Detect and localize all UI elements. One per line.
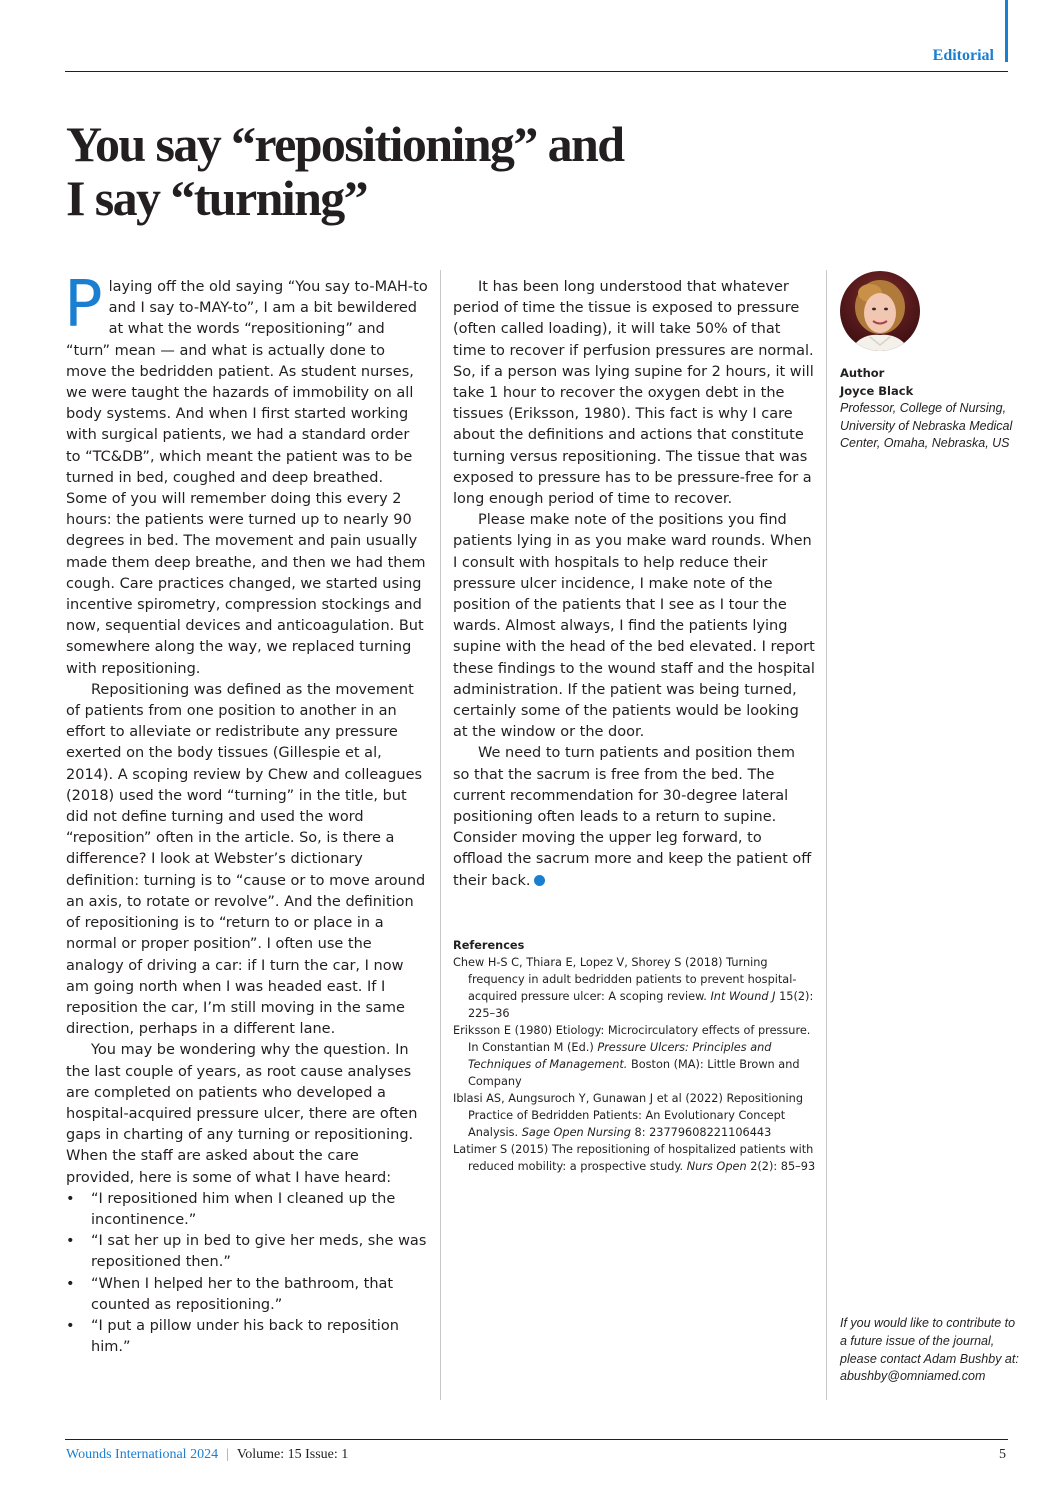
footer-separator: |	[226, 1447, 229, 1462]
header-accent-bar	[1005, 0, 1008, 62]
reference-item: Eriksson E (1980) Etiology: Microcirculatory effects of pressure. In Constantian M (Ed.) Pressure Ulcers: Principles and Techniques of Management. Boston (MA): Little Brown and Company	[453, 1024, 811, 1088]
references-heading: References	[453, 939, 525, 952]
paragraph: Please make note of the positions you find patients lying in as you make ward rounds. When I consult with hospitals to help reduce their pressure ulcer incidence, I make note of the position of the patients that I see as I tour the wards. Almost always, I find the patients lying supine with the head of the bed elevated. I report these findings to the wound staff and the hospital administration. If the patient was being turned, certainly some of the patients would be looking at the window or the door.	[453, 512, 815, 741]
list-item: • “When I helped her to the bathroom, that counted as repositioning.”	[66, 1274, 428, 1316]
footer-rule	[65, 1439, 1008, 1440]
column-divider	[440, 270, 441, 1400]
paragraph: Repositioning was defined as the movement of patients from one position to another in an effort to alleviate or redistribute any pressure exerted on the body tissues (Gillespie et al, 2014). A scoping review by Chew and colleagues (2018) used the word “turning” in the title, but did not define turning and used the word “reposition” often in the article. So, is there a difference? I look at Webster’s dictionary definition: turning is to “cause or to move around an axis, to rotate or revolve”. And the definition of repositioning is to “return to or place in a normal or proper position”. I often use the analogy of driving a car: if I turn the car, I now am going north when I was headed east. If I reposition the car, I’m still moving in the same direction, perhaps in a different lane.	[66, 681, 426, 1038]
column-divider	[826, 270, 827, 1400]
page-number: 5	[999, 1447, 1006, 1462]
references	[453, 937, 818, 1175]
drop-cap: P	[64, 268, 103, 342]
journal-name: Wounds International 2024	[66, 1447, 219, 1462]
title-line-2: I say “turning”	[66, 170, 368, 226]
issue-info: Volume: 15 Issue: 1	[236, 1447, 349, 1462]
header-rule	[65, 71, 1008, 72]
paragraph: You may be wondering why the question. In the last couple of years, as root cause analyses are completed on patients who developed a hospital-acquired pressure ulcer, there are often gaps in charting of any turning or repositioning. When the staff are asked about the care provided, here is some of what I have heard:	[66, 1042, 418, 1186]
paragraph-text: laying off the old saying “You say to-MAH-to and I say to-MAY-to”, I am a bit bewildered at what the words “repositioning” and “turn” mean — and what is actually done to move the bedridden patient. As student nurses, we were taught the hazards of immobility on all body systems. And when I first started working with surgical patients, we had a standard order to “TC&DB”, which meant the patient was to be turned in bed, coughed and deep breathed. Some of you will remember doing this every 2 hours: the patients were turned up to nearly 90 degrees in bed. The movement and pain usually made them deep breathe, and then we had them cough. Care practices changed, we started using incentive spirometry, compression stockings and now, sequential devices and anticoagulation. But somewhere along the way, we replaced turning with repositioning.	[66, 279, 428, 677]
list-item: • “I put a pillow under his back to reposition him.”	[66, 1316, 428, 1358]
author-photo	[840, 271, 920, 351]
list-item: • “I repositioned him when I cleaned up the incontinence.”	[66, 1189, 428, 1231]
author-label: Author	[840, 366, 885, 380]
article-title	[66, 117, 826, 225]
contact-email: abushby@omniamed.com	[840, 1369, 986, 1384]
paragraph	[453, 743, 816, 891]
contribute-note	[840, 1315, 1020, 1386]
reference-item: Iblasi AS, Aungsuroch Y, Gunawan J et al (2022) Repositioning Practice of Bedridden Patients: An Evolutionary Concept Analysis. Sage Open Nursing 8: 23779608221106443	[453, 1092, 803, 1139]
article-column-middle	[453, 277, 816, 892]
author-name: Joyce Black	[840, 383, 914, 398]
footer	[66, 1447, 348, 1463]
end-mark-icon	[534, 875, 545, 886]
author-info	[840, 365, 1020, 453]
paragraph-text: We need to turn patients and position them so that the sacrum is free from the bed. The current recommendation for 30-degree lateral positioning often leads to a return to supine. Consider moving the upper leg forward, to offload the sacrum more and keep the patient off their back.	[453, 745, 812, 889]
reference-item: Latimer S (2015) The repositioning of hospitalized patients with reduced mobility: a prospective study. Nurs Open 2(2): 85–93	[453, 1143, 816, 1173]
reference-item: Chew H-S C, Thiara E, Lopez V, Shorey S (2018) Turning frequency in adult bedridden patients to prevent hospital-acquired pressure ulcer: A scoping review. Int Wound J 15(2): 225–36	[453, 956, 814, 1020]
contribute-text: If you would like to contribute to a future issue of the journal, please contact Adam Bushby at:	[840, 1316, 1019, 1366]
list-item: • “I sat her up in bed to give her meds, she was repositioned then.”	[66, 1231, 428, 1273]
paragraph: It has been long understood that whatever period of time the tissue is exposed to pressure (often called loading), it will take 50% of that time to recover if perfusion pressures are normal. So, if a person was lying supine for 2 hours, it will take 1 hour to recover the oxygen debt in the tissues (Eriksson, 1980). This fact is why I care about the definitions and actions that constitute turning versus repositioning. The tissue that was exposed to pressure has to be pressure-free for a long enough period of time to recover.	[453, 279, 814, 508]
author-affiliation: Professor, College of Nursing, University of Nebraska Medical Center, Omaha, Nebraska, US	[840, 401, 1013, 450]
article-column-left	[64, 268, 428, 1358]
section-label: Editorial	[932, 47, 994, 64]
paragraph	[64, 268, 428, 680]
quote-list	[66, 1189, 428, 1359]
title-line-1: You say “repositioning” and	[66, 116, 624, 172]
